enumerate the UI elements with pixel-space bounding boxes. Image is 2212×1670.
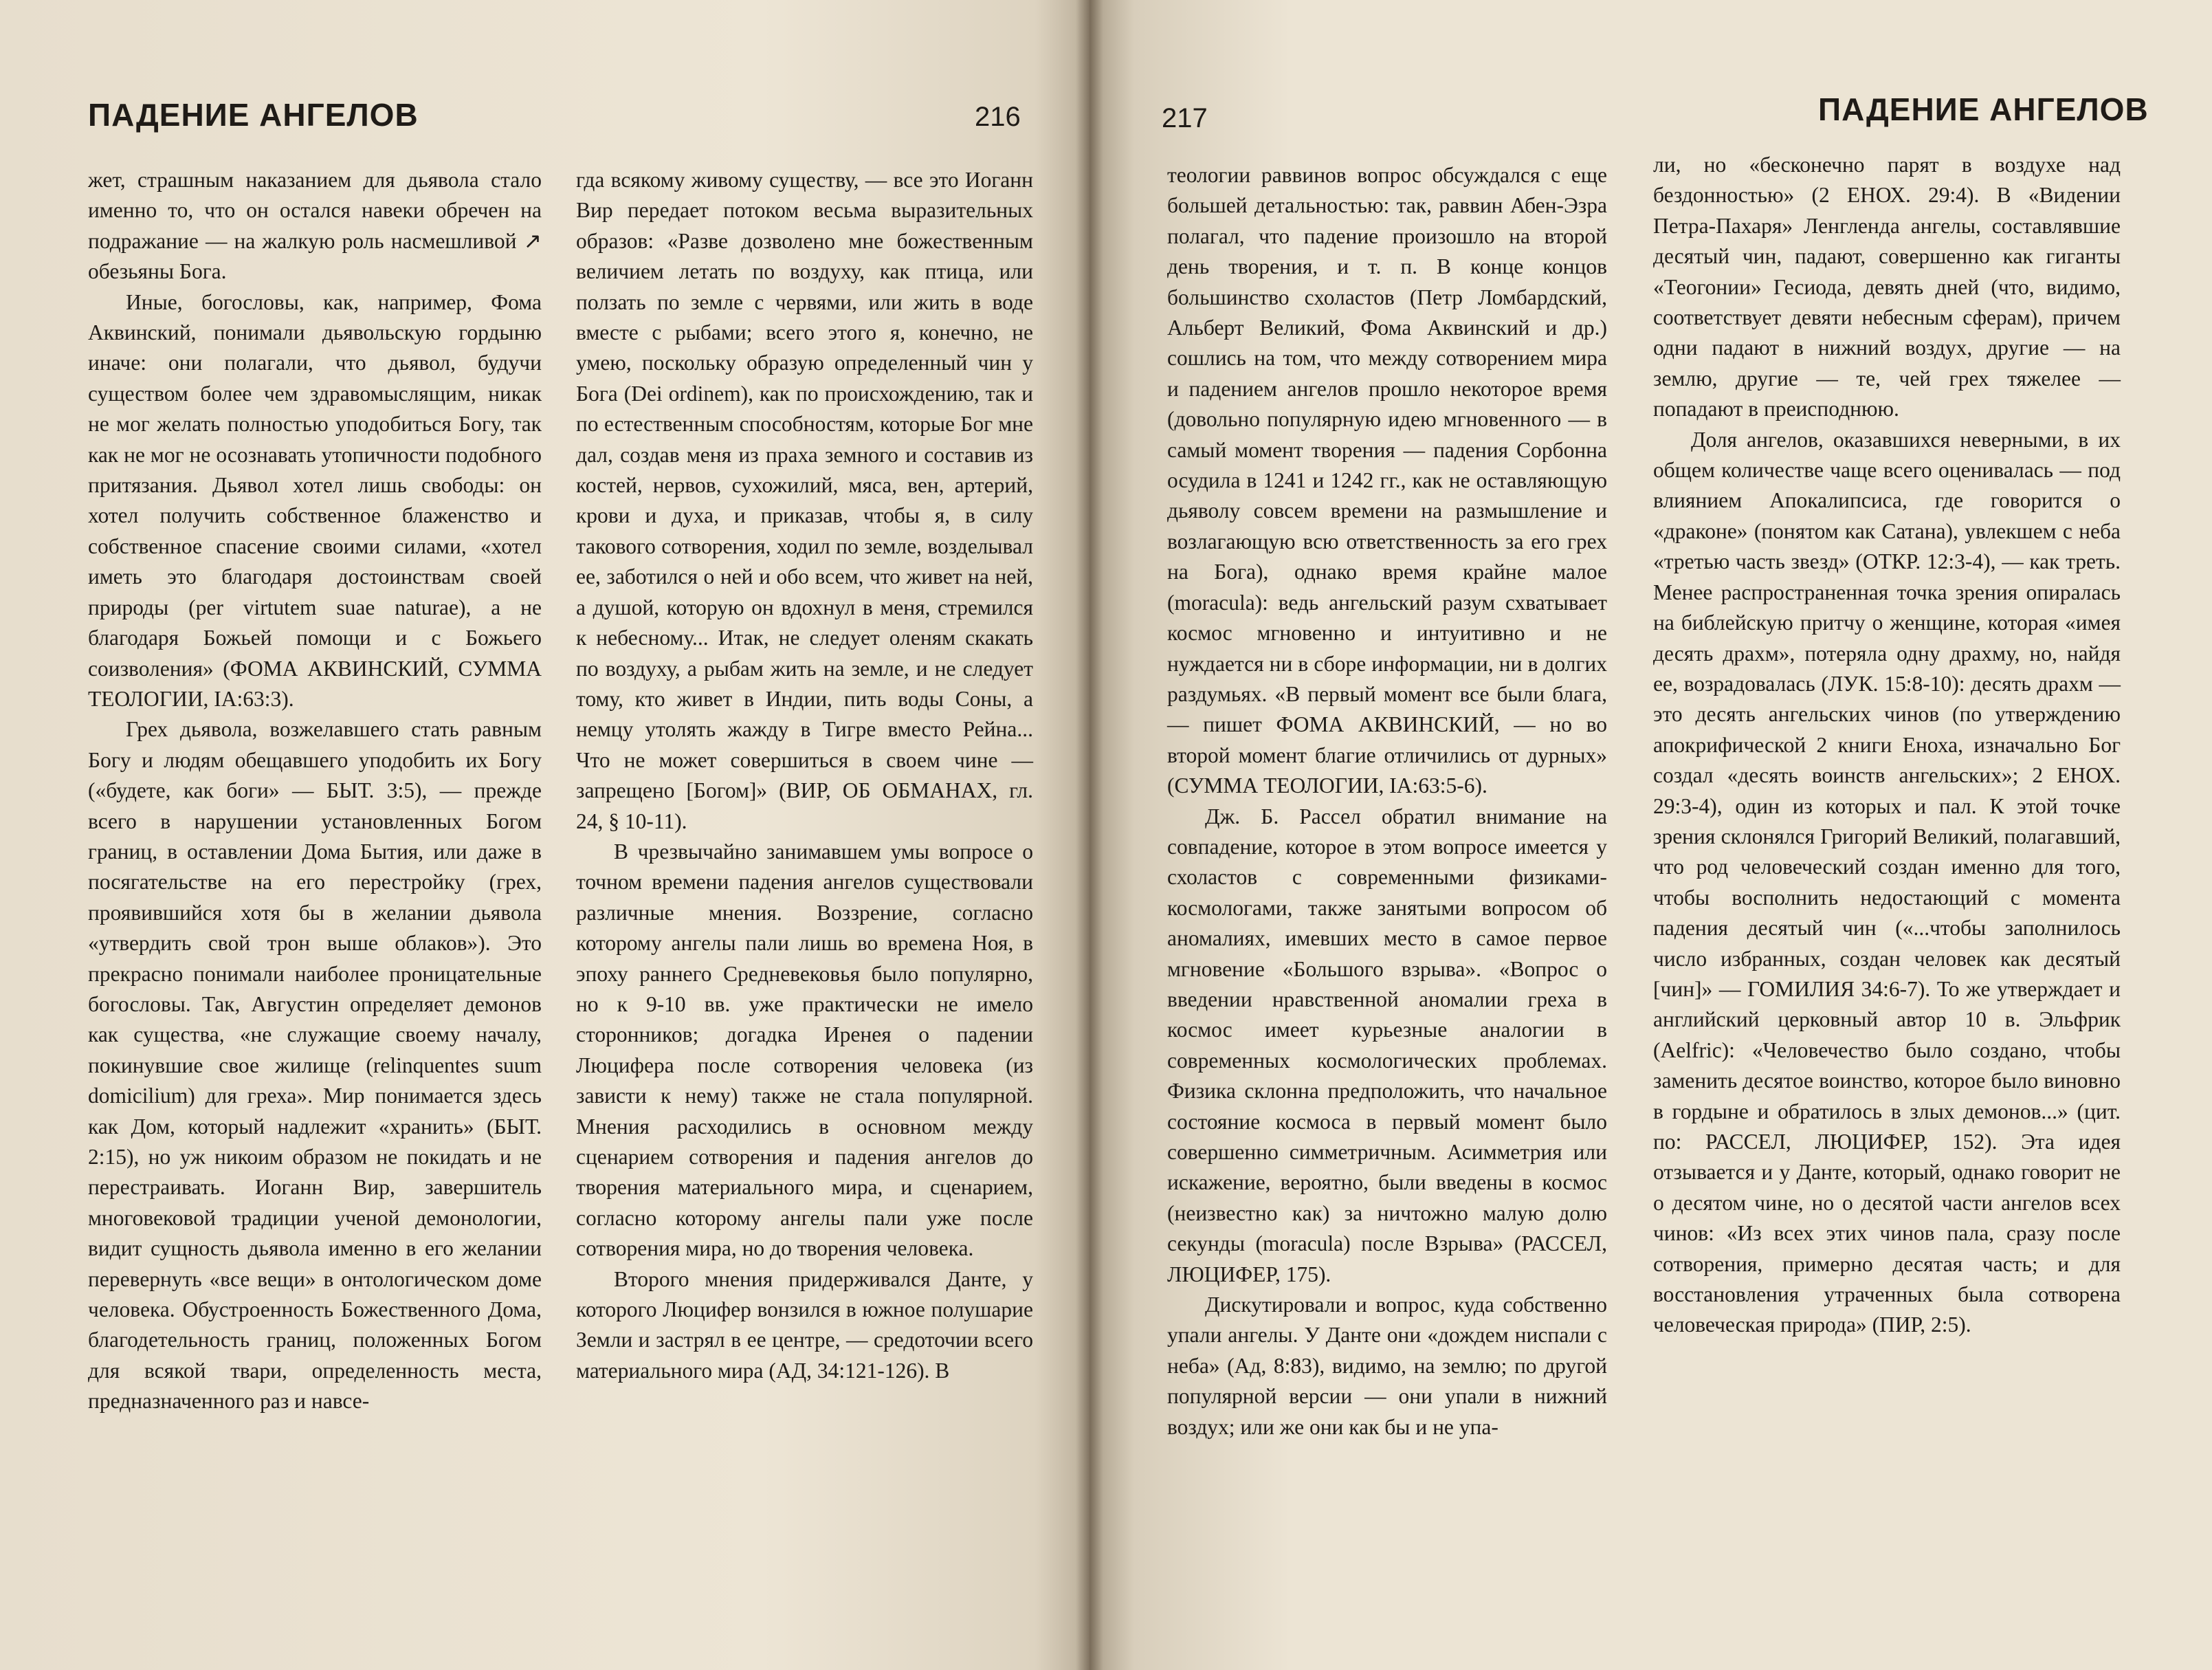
left-page bbox=[0, 0, 1090, 1670]
paragraph: Дж. Б. Рассел обратил внимание на совпадение, которое в этом вопросе имеется у схоластов с современными физиками-космологами, также занятыми вопросом об аномалиях, имевших место в самое первое мгновение «Большого взрыва». «Вопрос о введении нравственной аномалии греха в космос имеет курьезные аналогии в современных космологических проблемах. Физика склонна предположить, что начальное состояние космоса в первый момент было совершенно симметричным. Асимметрия или искажение, вероятно, были введены в космос (неизвестно как) за ничтожно малую долю секунды (moracula) после Взрыва» (РАССЕЛ, ЛЮЦИФЕР, 175). bbox=[1167, 804, 1607, 1286]
paragraph: Доля ангелов, оказавшихся неверными, в их общем количестве чаще всего оценивалась — под влиянием Апокалипсиса, где говорится о «драконе» (понятом как Сатана), увлекшем с неба «третью часть звезд» (ОТКР. 12:3-4), — как треть. Менее распространенная точка зрения опиралась на библейскую притчу о женщине, которая «имея десять драхм», потеряла одну драхму, но, найдя ее, возрадовалась (ЛУК. 15:8-10): десять драхм — это десять ангельских чинов (по утверждению апокрифической 2 книги Еноха, изначально Бог создал «десять воинств ангельских»; 2 ЕНОХ. 29:3-4), один из которых и пал. К этой точке зрения склонялся Григорий Великий, полагавший, что род человеческий создан именно для того, чтобы восполнить недостающий с момента падения десятый чин («...чтобы заполнилось число избранных, создан человек как десятый [чин]» — ГОМИЛИЯ 34:6-7). То же утверждает и английский церковный автор 10 в. Эльфрик (Aelfric): «Человечество было создано, чтобы заменить десятое воинство, которое было виновно в гордыне и обратилось в злых демонов...» (цит. по: РАССЕЛ, ЛЮЦИФЕР, 152). Эта идея отзывается и у Данте, который, однако говорит не о десятом чине, но о десятой части ангелов всех чинов: «Из всех этих чинов пала, сразу после сотворения, примерно десятая часть; и для восстановления утраченных была сотворена человеческая природа» (ПИР, 2:5). bbox=[1653, 427, 2121, 1337]
left-page-column-1 bbox=[88, 165, 542, 1417]
paragraph: Иные, богословы, как, например, Фома Аквинский, понимали дьявольскую гордыню иначе: они полагали, что дьявол, будучи существом более чем здравомыслящим, никак не мог желать полностью уподобиться Богу, так как не мог не осознавать утопичности подобного притязания. Дьявол хотел лишь свободы: он хотел получить собственное блаженство и собственное спасение своими силами, «хотел иметь это благодаря достоинствам своей природы (per virtutem suae naturae), а не благодаря Божьей помощи и с Божьего соизволения» (ФОМА АКВИНСКИЙ, СУММА ТЕОЛОГИИ, IA:63:3). bbox=[88, 289, 542, 711]
paragraph: Грех дьявола, возжелавшего стать равным Богу и людям обещавшего уподобить их Богу («будете, как боги» — БЫТ. 3:5), — прежде всего в нарушении установленных Богом границ, в оставлении Дома Бытия, или даже в посягательстве на его перестройку (грех, проявившийся хотя бы в желании дьявола «утвердить свой трон выше облаков»). Это прекрасно понимали наиболее проницательные богословы. Так, Августин определяет демонов как существа, «не служащие своему началу, покинувшие свое жилище (relinquentes suum domicilium) для греха». Мир понимается здесь как Дом, который надлежит «хранить» (БЫТ. 2:15), но уж никоим образом не покидать и не перестраивать. Иоганн Вир, завершитель многовековой традиции ученой демонологии, видит сущность дьявола именно в его желании перевернуть «все вещи» в онтологическом доме человека. Обустроенность Божественного Дома, благодетельность границ, положенных Богом для всякой твари, определенность места, предназначенного раз и навсе- bbox=[88, 717, 542, 1414]
paragraph: Дискутировали и вопрос, куда собственно упали ангелы. У Данте они «дождем ниспали с неба» (Ад, 8:83), видимо, на землю; по другой популярной версии — они упали в нижний воздух; или же они как бы и не упа- bbox=[1167, 1293, 1607, 1439]
paragraph: жет, страшным наказанием для дьявола стало именно то, что он остался навеки обречен на подражание — на жалкую роль насмешливой ↗ обезьяны Бога. bbox=[88, 168, 542, 284]
right-page-column-2 bbox=[1653, 150, 2121, 1341]
paragraph: Второго мнения придерживался Данте, у которого Люцифер вонзился в южное полушарие Земли и застрял в ее центре, — средоточии всего материального мира (АД, 34:121-126). В bbox=[576, 1266, 1033, 1383]
right-page-column-1 bbox=[1167, 160, 1607, 1442]
page-number-right: 217 bbox=[1162, 103, 1208, 133]
paragraph: теологии раввинов вопрос обсуждался с еще большей детальностью: так, раввин Абен-Эзра полагал, что падение произошло на второй день творения, и т. п. В конце концов большинство схоластов (Петр Ломбардский, Альберт Великий, Фома Аквинский и др.) сошлись на том, что между сотворением мира и падением ангелов прошло некоторое время (довольно популярную идею мгновенного — в самый момент творения — падения Сорбонна осудила в 1241 и 1242 гг., как не оставляющую дьяволу совсем времени на размышление и возлагающую всю ответственность за его грех на Бога), однако время крайне малое (moracula): ведь ангельский разум схватывает космос мгновенно и интуитивно и не нуждается ни в сборе информации, ни в долгих раздумьях. «В первый момент все были блага, — пишет ФОМА АКВИНСКИЙ, — но во второй момент благие отличились от дурных» (СУММА ТЕОЛОГИИ, IA:63:5-6). bbox=[1167, 163, 1607, 798]
running-title-left: ПАДЕНИЕ АНГЕЛОВ bbox=[88, 97, 419, 133]
left-page-column-2 bbox=[576, 165, 1033, 1386]
paragraph: В чрезвычайно занимавшем умы вопросе о точном времени падения ангелов существовали различные мнения. Воззрение, согласно которому ангелы пали лишь во времена Ноя, в эпоху раннего Средневековья было популярно, но к 9-10 вв. уже практически не имело сторонников; догадка Иренея о падении Люцифера после сотворения человека (из зависти к нему) также не стала популярной. Мнения расходились в основном между сценарием сотворения и падения ангелов до творения материального мира, и сценарием, согласно которому ангелы пали уже после сотворения мира, но до творения человека. bbox=[576, 839, 1033, 1261]
paragraph: ли, но «бесконечно парят в воздухе над бездонностью» (2 ЕНОХ. 29:4). В «Видении Петра-Пахаря» Ленгленда ангелы, составлявшие десятый чин, падают, совершенно как гиганты «Теогонии» Гесиода, девять дней (что, видимо, соответствует девяти небесным сферам), причем одни падают в нижний воздух, другие — на землю, другие — те, чей грех тяжелее — попадают в преисподнюю. bbox=[1653, 153, 2121, 421]
page-number-left: 216 bbox=[975, 102, 1021, 132]
paragraph: гда всякому живому существу, — все это Иоганн Вир передает потоком весьма выразительных образов: «Разве дозволено мне божественным величием летать по воздуху, как птица, или ползать по земле с червями, или жить в воде вместе с рыбами; всего этого я, конечно, не умею, поскольку образую определенный чин у Бога (Dei ordinem), как по происхождению, так и по естественным способностям, которые Бог мне дал, создав меня из праха земного и составив из костей, нервов, сухожилий, мяса, вен, артерий, крови и духа, и приказав, чтобы я, в силу такового сотворения, ходил по земле, возделывал ее, заботился о ней и обо всем, что живет на ней, а душой, которую он вдохнул в меня, стремился к небесному... Итак, не следует оленям скакать по воздуху, а рыбам жить на земле, и не следует тому, кто живет в Индии, пить воды Соны, а немцу утолять жажду в Тигре вместо Рейна... Что не может совершиться в своем чине — запрещено [Богом]» (ВИР, ОБ ОБМАНАХ, гл. 24, § 10-11). bbox=[576, 168, 1033, 833]
running-title-right: ПАДЕНИЕ АНГЕЛОВ bbox=[1818, 91, 2149, 127]
